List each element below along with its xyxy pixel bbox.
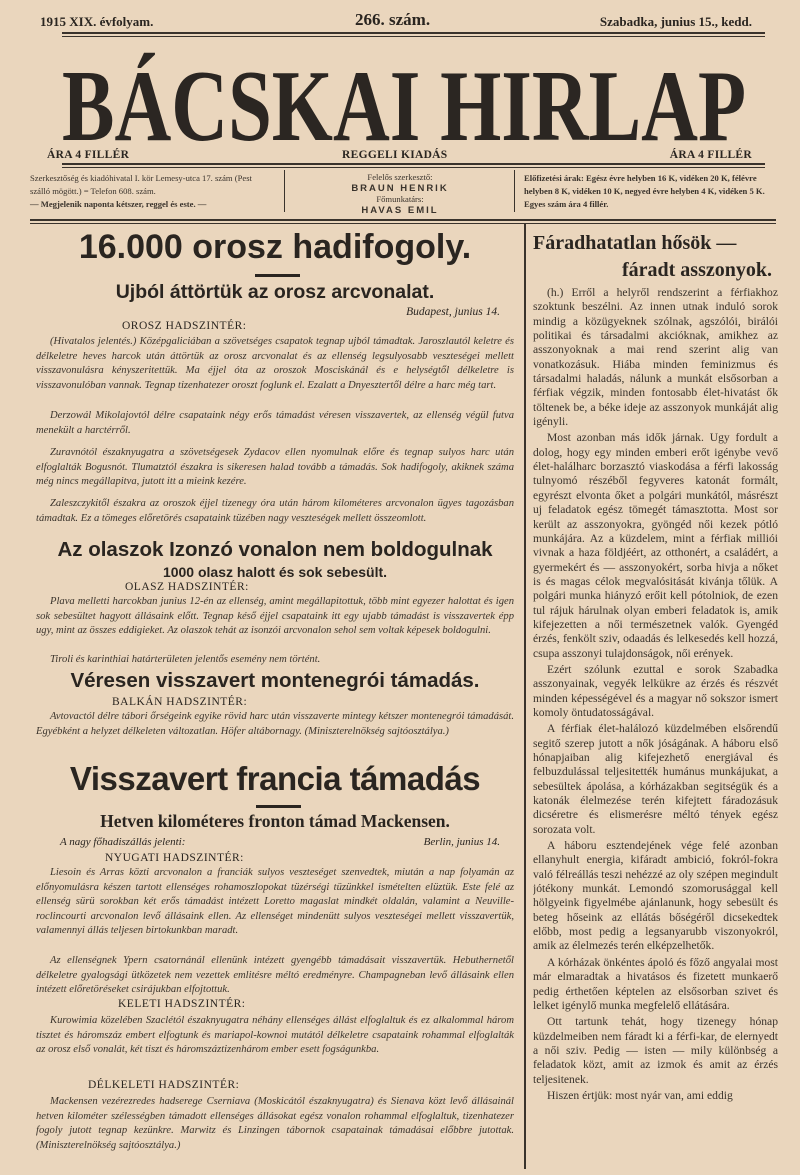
column-divider [524,224,526,1169]
subhead-italians: 1000 olasz halott és sok sebesült. [162,564,388,580]
price-right: ÁRA 4 FILLÉR [669,149,752,161]
headline-prisoners: 16.000 orosz hadifogoly. [78,228,472,266]
info-divider [284,170,285,212]
article-women [533,286,778,1171]
paragraph: Derzowál Mikolajovtól délre csapataink négy erős támadást véresen visszavertek, az ellenség végül futva menekült a harctérről. [36,410,514,436]
subhead-mackensen: Hetven kilométeres fronton támad Mackensen. [100,811,450,831]
headline-italians: Az olaszok Izonzó vonalon nem boldogulnak [57,538,493,561]
paragraph: Zuravnótól északnyugatra a szövetségesek Zydacov ellen nyomulnak előre és tegnap sulyos harc után elfoglalták Bogusnót. Tlumatztól északra is sikeresen halad tovább a támadás. Sok hadifogoly, akiknek száma még nincs megállapitva, jutott itt a mieink kezére. [36,447,514,488]
paragraph: Most azonban más idők járnak. Ugy fordult a dolog, hogy egy minden emberi erőt igénybe vevő élet-halálharc borzasztó viaskodása a férfi lakosság tulnyomó részéből fegyveres katonát formált, egyrészt elvonta őket a polgári munkától, másrészt uj feladatok egész tömegét támasztotta. Most sor került az asszonyokra, gyöngéd női kezek pótló munkájára. Az a küzdelem, mint a férfiak milliói vivnak a haza földjéért, az otthonért, a családért, a gyermekért és — asszonyokért, sorba hivja a nőket is és magas célok megvalósitását kivánja tőlük. A polgári munka hiányzó erőit kell pótolniok, de ezen tul rájuk hárulnak olyan emberi feladatok is, amik kifejezetten a női természetnek valók. Gyengéd érzés, fenkölt sziv, odaadás és lelkesedés kell hozzá, csupa asszonyi tulajdonságok, női erények. [533,431,778,660]
editor-label: Felelős szerkesztő: [367,172,433,182]
paragraph: Tiroli és karinthiai határterületen jelentős esemény nem történt. [50,654,321,665]
paragraph: Ezért szólunk ezuttal e sorok Szabadka asszonyainak, vegyék lelkükre az érzés és részvét minden képességével és a magyar nő sokszor ismert komoly öntudatosságával. [533,662,778,719]
dateline-berlin: Berlin, junius 14. [423,836,500,848]
section-balkan-front: BALKÁN HADSZINTÉR: [112,696,248,708]
masthead-title: BÁCSKAI HIRLAP [62,50,746,145]
section-russian-front: OROSZ HADSZINTÉR: [122,320,247,332]
intro-hq: A nagy főhadiszállás jelenti: [60,836,186,848]
paragraph: Az ellenségnek Ypern csatornánál ellenünk intézett gyengébb támadásait visszavertük. Hebuthernetől délkeletre gyalogsági ütközetek nem vezettek emlitésre méltó eredményre. Champagneban levő állásaink ellen intézett előretöréseket csirájukban elfojtottuk. [36,955,514,996]
paragraph: Avtovactól délre tábori őrségeink egyike rövid harc után visszaverte mintegy kétszer montenegrói támadását. Egyébként a helyzet délkeleten változatlan. Höfer altábornagy. (Miniszterelnökség sajtóosztálya.) [36,711,514,737]
issue-date: Szabadka, junius 15., kedd. [599,14,752,29]
publication-note: — Megjelenik naponta kétszer, reggel és este. — [30,199,207,209]
office-info [30,172,270,211]
article-title-line2: fáradt asszonyok. [621,259,772,281]
price-left: ÁRA 4 FILLÉR [47,149,130,161]
section-eastern-front: KELETI HADSZINTÉR: [118,998,246,1010]
headline-french: Visszavert francia támadás [69,760,481,797]
section-western-front: NYUGATI HADSZINTÉR: [105,852,244,864]
paragraph: A kórházak önkéntes ápoló és főző angyalai most már elmaradtak a hivatásos és fizetett munkaerő pedig érthetően képtelen az elsősorban szivet és lelket igénylő munka megfelelő ellátására. [533,955,778,1012]
paragraph: Mackensen vezérezredes hadserege Cserniava (Moskicától északnyugatra) és Sienava közt levő állásainál hetven kilométer szélességben támadott ellenséges állásokat egész vonalon rohammal elfoglaltuk, tizenhatezer fogoly jutott tegnap kezünkre. Marwitz és Linzingen tábornok csapatainak támadásai előbbre jutottak. (Miniszterelnökség sajtóosztálya.) [36,1096,514,1151]
info-rule [30,219,776,224]
paragraph: Hiszen értjük: most nyár van, ami eddig [547,1088,733,1102]
paragraph: A háboru esztendejének vége felé azonban ellanyhult energia, kifáradt ambició, fokról-fokra való félreállás teszi nehézzé az oly szépen megindult jótékony munkát. Lemondó szomorusággal kell hölgyeink figyelmébe ajánlanunk, hogy sebesült és beteg hőseink az ellátás bőségéről dicsekedtek előbb, most pedig a legsanyarubb viszonyokról, amik az élelmezés terén elképzelhetők. [533,839,778,953]
dateline-budapest: Budapest, junius 14. [406,306,500,318]
editor-info [290,172,510,216]
edition-label: REGGELI KIADÁS [342,149,448,161]
coworker-name: HAVAS EMIL [361,205,439,216]
office-address: Szerkesztőség és kiadóhivatal I. kör Lemesy-utca 17. szám (Pest szálló mögött.) = Telefon 608. szám. [30,173,252,196]
issue-number: 266. szám. [355,10,431,29]
volume-label: 1915 XIX. évfolyam. [40,14,154,29]
paragraph: Liesoin és Arras közti arcvonalon a franciák sulyos veszteséget szenvedtek, miután a nap folyamán az előnyomulásra készen tartott ellenséges rohamoszlopokat tüzérségi tüzünkkel ismételten elüztük. Este felé az ellenség sürü sorokban két erős támadást intézett Loretto magaslat mindkét oldalán, valamint a Neuville-roclincourti arcvonalon levő állásaink ellen. Az ellenséget mindenütt sulyos veszteségei mellett visszavertük, valamennyi állás teljesen birtokunkban maradt. [36,867,514,937]
section-southeastern-front: DÉLKELETI HADSZINTÉR: [88,1079,240,1091]
paragraph: Kurowimia közelében Szaclétól északnyugatra néhány ellenséges állást elfoglaltuk és ez alkalommal három tisztet és háromszáz embert elfogtunk és mariapol-kownoi mutától délkeletre csapataink rohammal elfoglalták az orosz első vonalát, két tiszt és háromszáztizenhárom ember esett fogságunkba. [36,1015,514,1056]
paragraph: Zaleszczykitől északra az oroszok éjjel tizenegy óra után három kilométeres arcvonalon ügyes tagozásban támadtak. Ez a tömeges előretörés csapataink tüzében nagy veszteségek mellett összeomlott. [36,498,514,524]
masthead-rule [62,163,765,168]
separator-dash [255,274,300,277]
masthead-logo [60,40,750,145]
article-title-line1: Fáradhatatlan hősök — [533,232,737,254]
editor-name: BRAUN HENRIK [351,183,449,194]
paragraph: (h.) Erről a helyről rendszerint a férfiakhoz szoktunk beszélni. Az innen utnak induló sorok mindig a közügyeknek szólnak, agszólói, birálói politikai és társadalmi akcióknak, amikhez az asszonyoknak a mai rend szerint alig van vonatkozásuk. Hiába minden feminizmus és társadalmi haladás, nálunk a munkát elsősorban a férfiak végzik, minden fontosabb élet-hivatást ők töltenek be, a béke ideje az asszonyok munkáját alig igényli. [533,286,778,429]
subhead-breakthrough: Ujból áttörtük az orosz arcvonalat. [115,281,435,303]
paragraph: Ott tartunk tehát, hogy tizenegy hónap küzdelmeiben nem fáradt ki a férfi-kar, de elernyedt a női sziv. Pedig — isten — mily különbség a feladatok közt, amit az izmok és amit az érzés teljesitenek. [533,1015,778,1086]
section-italian-front: OLASZ HADSZINTÉR: [125,581,249,593]
coworker-label: Főmunkatárs: [376,194,424,204]
header-rule [62,32,765,37]
subscription-info: Előfizetési árak: Egész évre helyben 16 K, vidéken 20 K, félévre helyben 8 K, vidéken 10 K, negyed évre helyben 4 K, vidéken 5 K. Egyes szám ára 4 fillér. [524,173,765,209]
headline-montenegro: Véresen visszavert montenegrói támadás. [70,669,480,692]
info-divider [514,170,515,212]
separator-dash [256,805,301,808]
paragraph: Plava melletti harcokban junius 12-én az ellenség, amint megállapitottuk, több mint egyezer halottat és igen sok sebesültet hagyott állásaink előtt. Tegnap késő éjjel csapataink itt egy ujabb támadást is visszavertek épp ugy, mint az összes eddigieket. Az olaszok tehát az isonzói arcvonalon sehol sem voltak képesek boldogulni. [36,596,514,637]
paragraph: (Hivatalos jelentés.) Középgaliciában a szövetséges csapatok tegnap ujból támadtak. Jaroszlautól keletre és délkeletre heves harcok után áttörtük az orosz arcvonalat és az ellenség legsulyosabb veszteségei mellett visszavonulásra kényszeritettük. Ma éjjel óta az oroszok Mosciskánál és e helységtől délkeletre is visszavonulóban vannak. Tegnap tizenhatezer oroszt foglunk el. Ezalatt a Dnyesztertől délre a harc még tart. [36,336,514,391]
paragraph: A férfiak élet-halálozó küzdelmében elsőrendű segitő szerep jutott a nők jóságának. A háboru első hónapjaiban alig kifejezhető energiával és felbuzdulással teljesitették humánus munkájukat, a sebesültek ápolása, a kórházakban segitségük és a katonák élelmezése terén kifejtett fáradozásuk dicséretre és elismerésre méltó tények egész sorozata volt. [533,722,778,836]
